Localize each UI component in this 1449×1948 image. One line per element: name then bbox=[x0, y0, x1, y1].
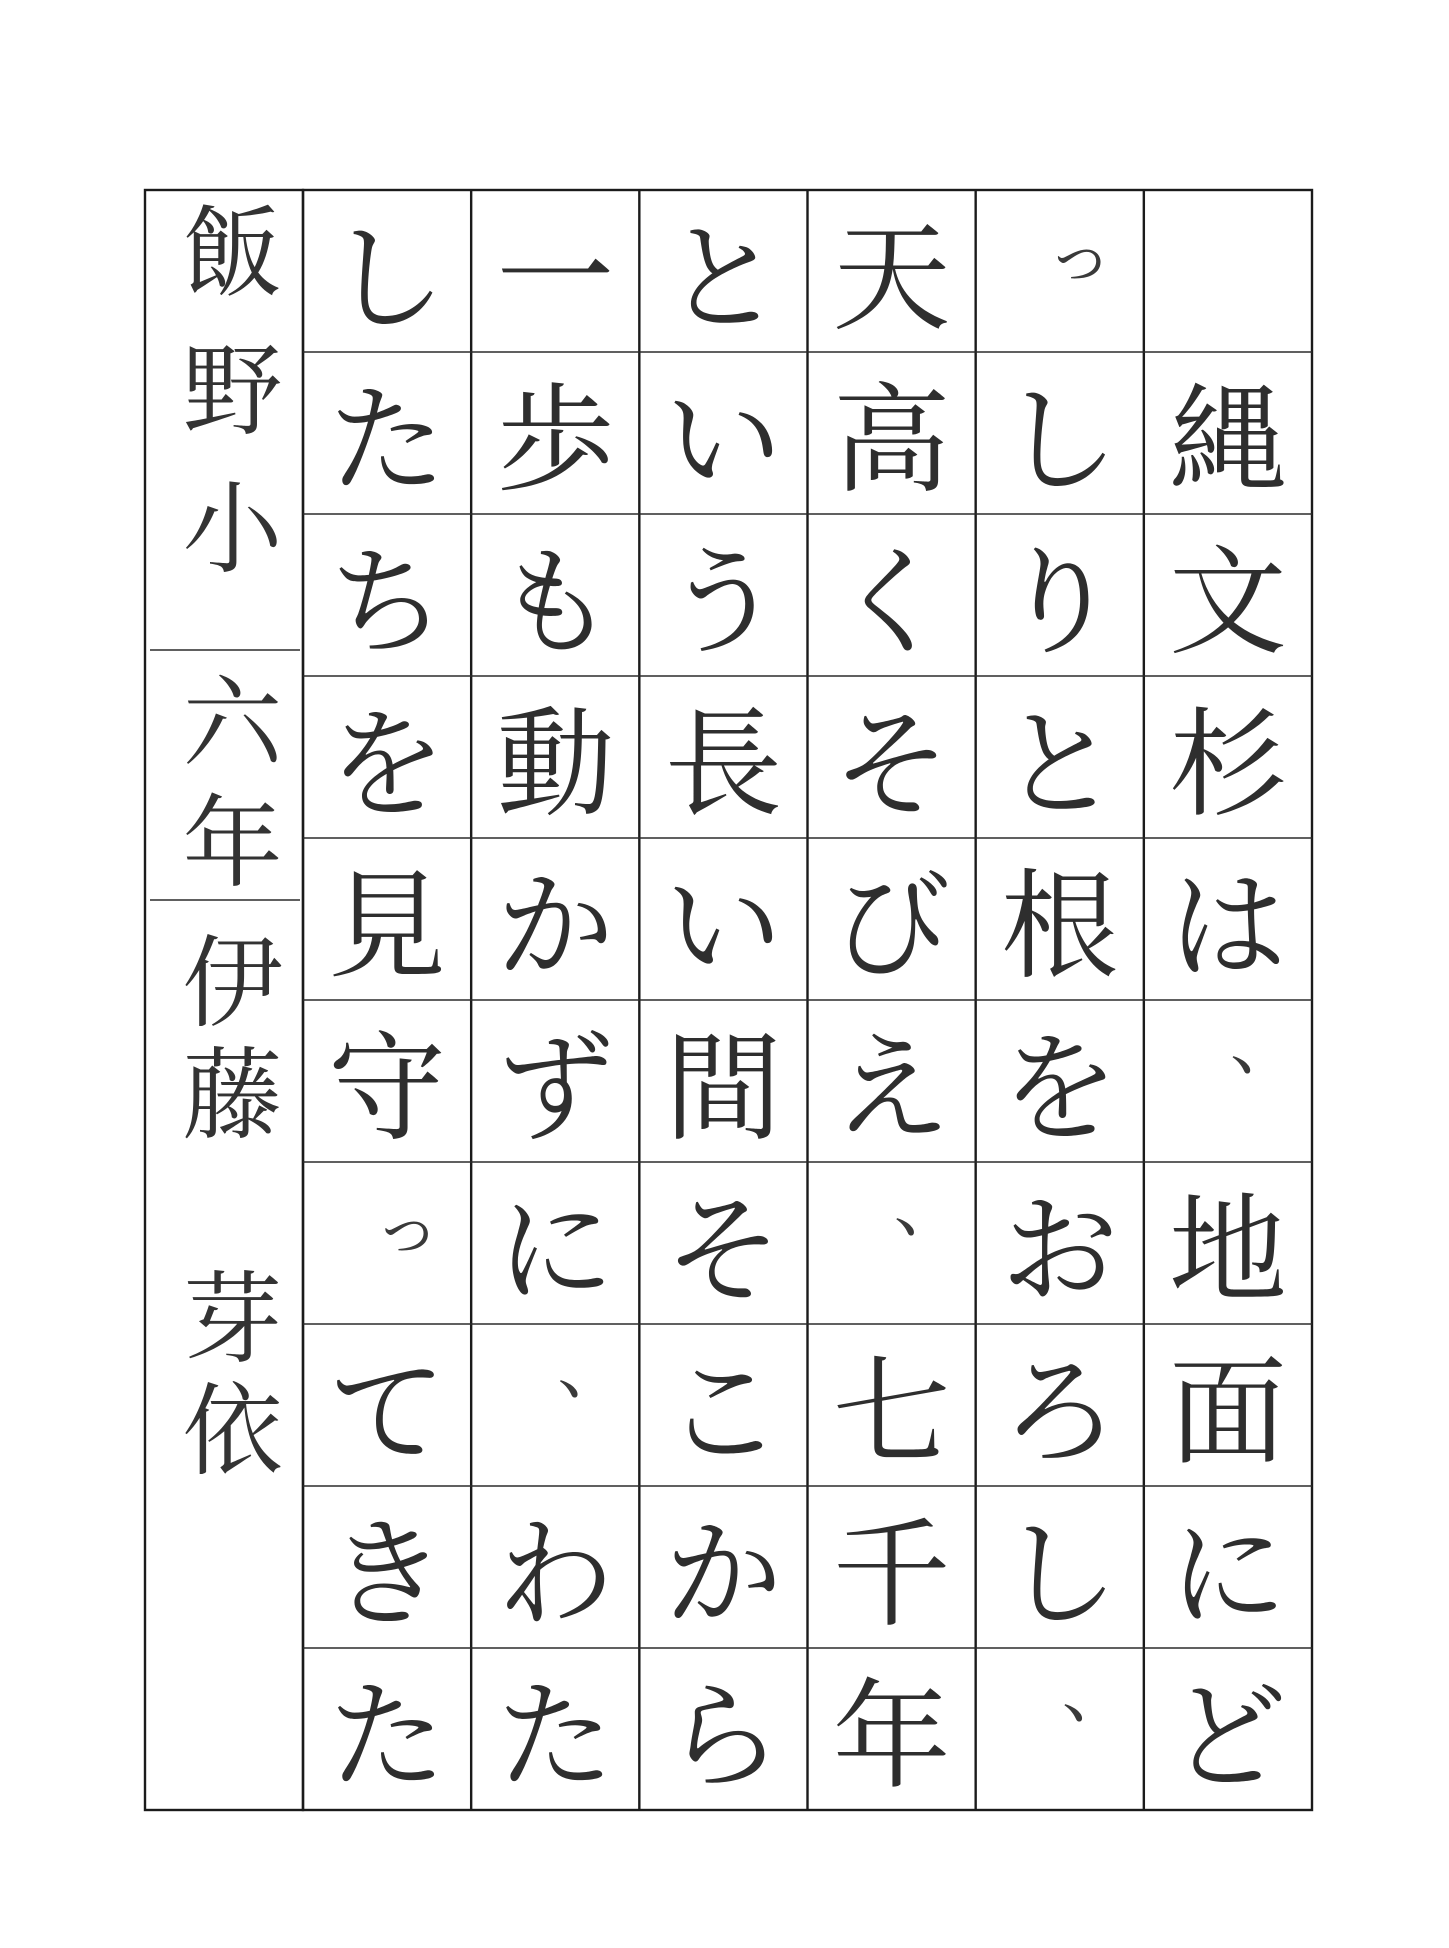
manuscript-character: 長 bbox=[664, 695, 783, 834]
manuscript-character: 高 bbox=[832, 371, 951, 510]
manuscript-character: い bbox=[664, 371, 783, 510]
manuscript-character: も bbox=[496, 533, 615, 672]
manuscript-character: く bbox=[832, 533, 951, 672]
manuscript-character: か bbox=[664, 1505, 783, 1644]
manuscript-character: は bbox=[1168, 857, 1287, 996]
manuscript-character: え bbox=[832, 1019, 951, 1158]
author-name: 伊藤 芽依 bbox=[165, 930, 283, 1490]
manuscript-character: 、 bbox=[893, 1165, 964, 1248]
manuscript-character: し bbox=[328, 209, 447, 348]
manuscript-character: 天 bbox=[832, 209, 951, 348]
manuscript-character: 歩 bbox=[496, 371, 615, 510]
manuscript-character: 面 bbox=[1168, 1343, 1287, 1482]
manuscript-character: ど bbox=[1168, 1667, 1287, 1806]
manuscript-character: 縄 bbox=[1168, 371, 1287, 510]
manuscript-character: そ bbox=[832, 695, 951, 834]
manuscript-character: に bbox=[496, 1181, 615, 1320]
manuscript-character: っ bbox=[1046, 218, 1113, 296]
manuscript-character: 、 bbox=[557, 1327, 628, 1410]
manuscript-character: お bbox=[1000, 1181, 1119, 1320]
manuscript-character: と bbox=[664, 209, 783, 348]
manuscript-character: 間 bbox=[664, 1019, 783, 1158]
manuscript-character: い bbox=[664, 857, 783, 996]
manuscript-character: ろ bbox=[1000, 1343, 1119, 1482]
manuscript-character: 、 bbox=[1229, 1003, 1300, 1086]
manuscript-character: 根 bbox=[1000, 857, 1119, 996]
manuscript-character: し bbox=[1000, 1505, 1119, 1644]
author-school: 飯野小 bbox=[165, 200, 283, 614]
manuscript-character: う bbox=[664, 533, 783, 672]
manuscript-character: 一 bbox=[496, 209, 615, 348]
manuscript-character: 、 bbox=[1061, 1651, 1132, 1734]
manuscript-character: て bbox=[328, 1343, 447, 1482]
manuscript-character: ら bbox=[664, 1667, 783, 1806]
author-grade: 六年 bbox=[165, 670, 283, 910]
manuscript-character: に bbox=[1168, 1505, 1287, 1644]
manuscript-character: 地 bbox=[1168, 1181, 1287, 1320]
manuscript-character: を bbox=[328, 695, 447, 834]
manuscript-character: た bbox=[328, 371, 447, 510]
manuscript-character: き bbox=[328, 1505, 447, 1644]
manuscript-character: か bbox=[496, 857, 615, 996]
manuscript-character: た bbox=[328, 1667, 447, 1806]
manuscript-character: そ bbox=[664, 1181, 783, 1320]
manuscript-character: し bbox=[1000, 371, 1119, 510]
manuscript-character: ず bbox=[496, 1019, 615, 1158]
manuscript-character: 見 bbox=[328, 857, 447, 996]
manuscript-character: と bbox=[1000, 695, 1119, 834]
manuscript-character: 動 bbox=[496, 695, 615, 834]
manuscript-character: 文 bbox=[1168, 533, 1287, 672]
manuscript-character: 守 bbox=[328, 1019, 447, 1158]
manuscript-character: こ bbox=[664, 1343, 783, 1482]
manuscript-character: び bbox=[832, 857, 951, 996]
manuscript-character: 杉 bbox=[1168, 695, 1287, 834]
manuscript-character: っ bbox=[374, 1190, 441, 1268]
manuscript-character: を bbox=[1000, 1019, 1119, 1158]
manuscript-character: 千 bbox=[832, 1505, 951, 1644]
manuscript-character: わ bbox=[496, 1505, 615, 1644]
manuscript-character: 七 bbox=[832, 1343, 951, 1482]
manuscript-character: た bbox=[496, 1667, 615, 1806]
manuscript-character: 年 bbox=[832, 1667, 951, 1806]
manuscript-character: り bbox=[1000, 533, 1119, 672]
manuscript-character: ち bbox=[328, 533, 447, 672]
